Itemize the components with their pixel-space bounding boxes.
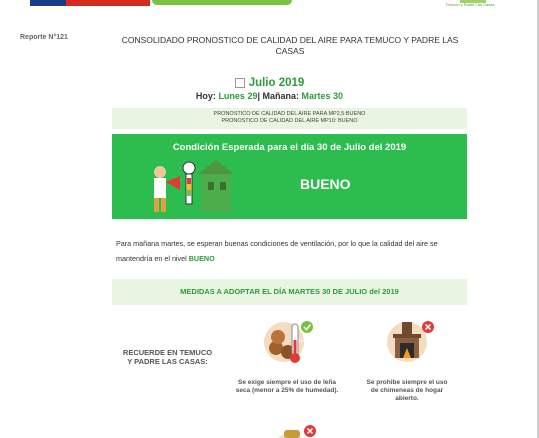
today-value: Lunes 29: [218, 91, 258, 101]
measure-caption-fireplace: Se prohibe siempre el uso de chimeneas de hogar abierto.: [366, 379, 448, 402]
page-title: CONSOLIDADO PRONOSTICO DE CALIDAD DEL AIRE PARA TEMUCO Y PADRE LAS CASAS: [121, 35, 459, 56]
forecast-mp10: PRONOSTICO DE CALIDAD DEL AIRE MP10: BUENO: [221, 118, 358, 124]
dry-firewood-icon: [262, 320, 314, 366]
header-strip: [152, 0, 292, 5]
report-number: Reporte N°121: [20, 34, 68, 41]
month-year: Julio 2019: [248, 77, 305, 89]
banner-title: Condición Esperada para el día 30 de Julio del 2019: [172, 142, 407, 153]
status-badge: BUENO: [300, 176, 351, 192]
open-fireplace-icon: [383, 320, 435, 366]
condition-banner: [112, 134, 467, 219]
person-megaphone-icon: [146, 158, 236, 214]
day-line: [0, 91, 539, 101]
measures-heading: MEDIDAS A ADOPTAR EL DÍA MARTES 30 DE JULIO del 2019: [112, 279, 467, 305]
paragraph-highlight: BUENO: [188, 254, 215, 263]
thermometer-label: 25%: [298, 338, 307, 343]
logo-caption: Temuco y Padre Las Casas: [445, 2, 495, 7]
tomorrow-label: Mañana:: [262, 91, 300, 101]
measure-caption-firewood: Se exige siempre el uso de leña seca (menor a 25% de humedad).: [235, 379, 339, 394]
forecast-paragraph: [116, 236, 466, 266]
separator: |: [257, 91, 260, 101]
paragraph-text: Para mañana martes, se esperan buenas condiciones de ventilación, por lo que la calidad del aire se mantendría en el nivel: [116, 239, 438, 263]
date-heading: [0, 77, 539, 89]
calendar-icon: [235, 78, 245, 88]
today-label: Hoy:: [195, 91, 216, 101]
tomorrow-value: Martes 30: [301, 91, 344, 101]
additional-measure-icon: [272, 425, 318, 438]
forecast-box: [112, 108, 467, 129]
forecast-mp25: PRONOSTICO DE CALIDAD DEL AIRE PARA MP2,5:BUENO: [213, 111, 366, 117]
reminder-text: RECUERDE EN TEMUCO Y PADRE LAS CASAS:: [122, 348, 213, 366]
chile-flag-logo: [30, 0, 150, 6]
